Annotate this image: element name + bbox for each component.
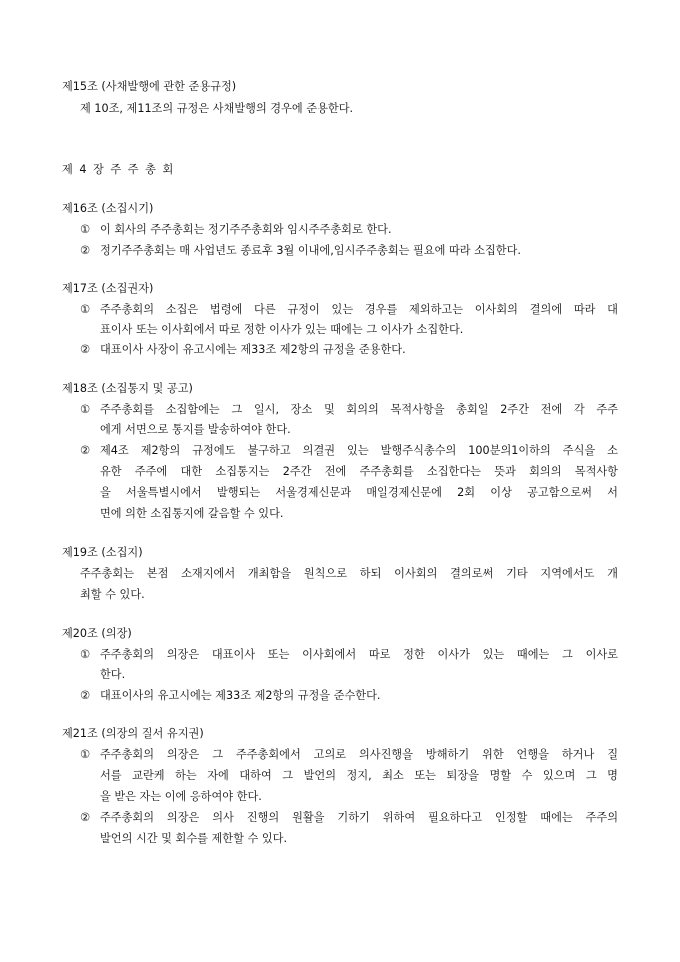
article-18-item-2-line-1: 제4조 제2항의 규정에도 불구하고 의결권 있는 발행주식총수의 100분의1이하의 주식을 소	[100, 444, 618, 457]
article-20-title: 제20조 (의장)	[62, 627, 132, 640]
article-20-item-1-line-2: 한다.	[100, 668, 126, 681]
article-21-item-2-mark: ②	[80, 811, 91, 824]
article-18-item-2-mark: ②	[80, 444, 91, 457]
article-18-item-2-line-4: 면에 의한 소집통지에 갈음할 수 있다.	[100, 507, 284, 520]
article-19-line-1: 주주총회는 본점 소재지에서 개최함을 원칙으로 하되 이사회의 결의로써 기타 지역에서도 개	[80, 567, 618, 580]
article-19-title: 제19조 (소집지)	[62, 546, 143, 559]
article-16-item-1-line-1: 이 회사의 주주총회는 정기주주총회와 임시주주총회로 한다.	[100, 223, 392, 236]
article-20-item-2-line-1: 대표이사의 유고시에는 제33조 제2항의 규정을 준수한다.	[100, 689, 381, 702]
chapter-4-heading: 제 4 장 주 주 총 회	[62, 163, 174, 176]
article-16-item-2-mark: ②	[80, 244, 91, 257]
article-15-title: 제15조 (사채발행에 관한 준용규정)	[62, 80, 237, 93]
article-16-item-1-mark: ①	[80, 223, 91, 236]
article-20-item-2-mark: ②	[80, 689, 91, 702]
article-15-body: 제 10조, 제11조의 규정은 사채발행의 경우에 준용한다.	[80, 102, 354, 115]
article-17-title: 제17조 (소집권자)	[62, 282, 154, 295]
article-17-item-1-mark: ①	[80, 303, 91, 316]
article-21-item-1-line-2: 서를 교란케 하는 자에 대하여 그 발언의 정지, 최소 또는 퇴장을 명할 수 있으며 그 명	[100, 769, 618, 782]
article-21-item-1-line-3: 을 받은 자는 이에 응하여야 한다.	[100, 790, 262, 803]
article-16-item-2-line-1: 정기주주총회는 매 사업년도 종료후 3월 이내에,임시주주총회는 필요에 따라 소집한다.	[100, 244, 521, 257]
article-17-item-1-line-2: 표이사 또는 이사회에서 따로 정한 이사가 있는 때에는 그 이사가 소집한다.	[100, 323, 464, 336]
article-20-item-1-line-1: 주주총회의 의장은 대표이사 또는 이사회에서 따로 정한 이사가 있는 때에는 그 이사로	[100, 648, 618, 661]
article-21-item-2-line-1: 주주총회의 의장은 의사 진행의 원활을 기하기 위하여 필요하다고 인정할 때에는 주주의	[100, 811, 618, 824]
article-18-title: 제18조 (소집통지 및 공고)	[62, 382, 193, 395]
article-21-title: 제21조 (의장의 질서 유지권)	[62, 727, 204, 740]
article-17-item-2-mark: ②	[80, 343, 91, 356]
article-18-item-1-line-1: 주주총회를 소집함에는 그 일시, 장소 및 회의의 목적사항을 총회일 2주간 전에 각 주주	[100, 403, 618, 416]
article-17-item-2-line-1: 대표이사 사장이 유고시에는 제33조 제2항의 규정을 준용한다.	[100, 343, 406, 356]
article-21-item-1-line-1: 주주총회의 의장은 그 주주총회에서 고의로 의사진행을 방해하기 위한 언행을 하거나 질	[100, 748, 618, 761]
article-18-item-2-line-3: 을 서울특별시에서 발행되는 서울경제신문과 매일경제신문에 2회 이상 공고함으로써 서	[100, 486, 618, 499]
article-19-line-2: 최할 수 있다.	[80, 588, 145, 601]
article-18-item-2-line-2: 유한 주주에 대한 소집통지는 2주간 전에 주주총회를 소집한다는 뜻과 회의의 목적사항	[100, 465, 618, 478]
article-18-item-1-line-2: 에게 서면으로 통지를 발송하여야 한다.	[100, 423, 291, 436]
article-18-item-1-mark: ①	[80, 403, 91, 416]
article-20-item-1-mark: ①	[80, 648, 91, 661]
article-21-item-1-mark: ①	[80, 748, 91, 761]
article-17-item-1-line-1: 주주총회의 소집은 법령에 다른 규정이 있는 경우를 제외하고는 이사회의 결의에 따라 대	[100, 303, 618, 316]
article-16-title: 제16조 (소집시기)	[62, 202, 154, 215]
article-21-item-2-line-2: 발언의 시간 및 회수를 제한할 수 있다.	[100, 832, 288, 845]
